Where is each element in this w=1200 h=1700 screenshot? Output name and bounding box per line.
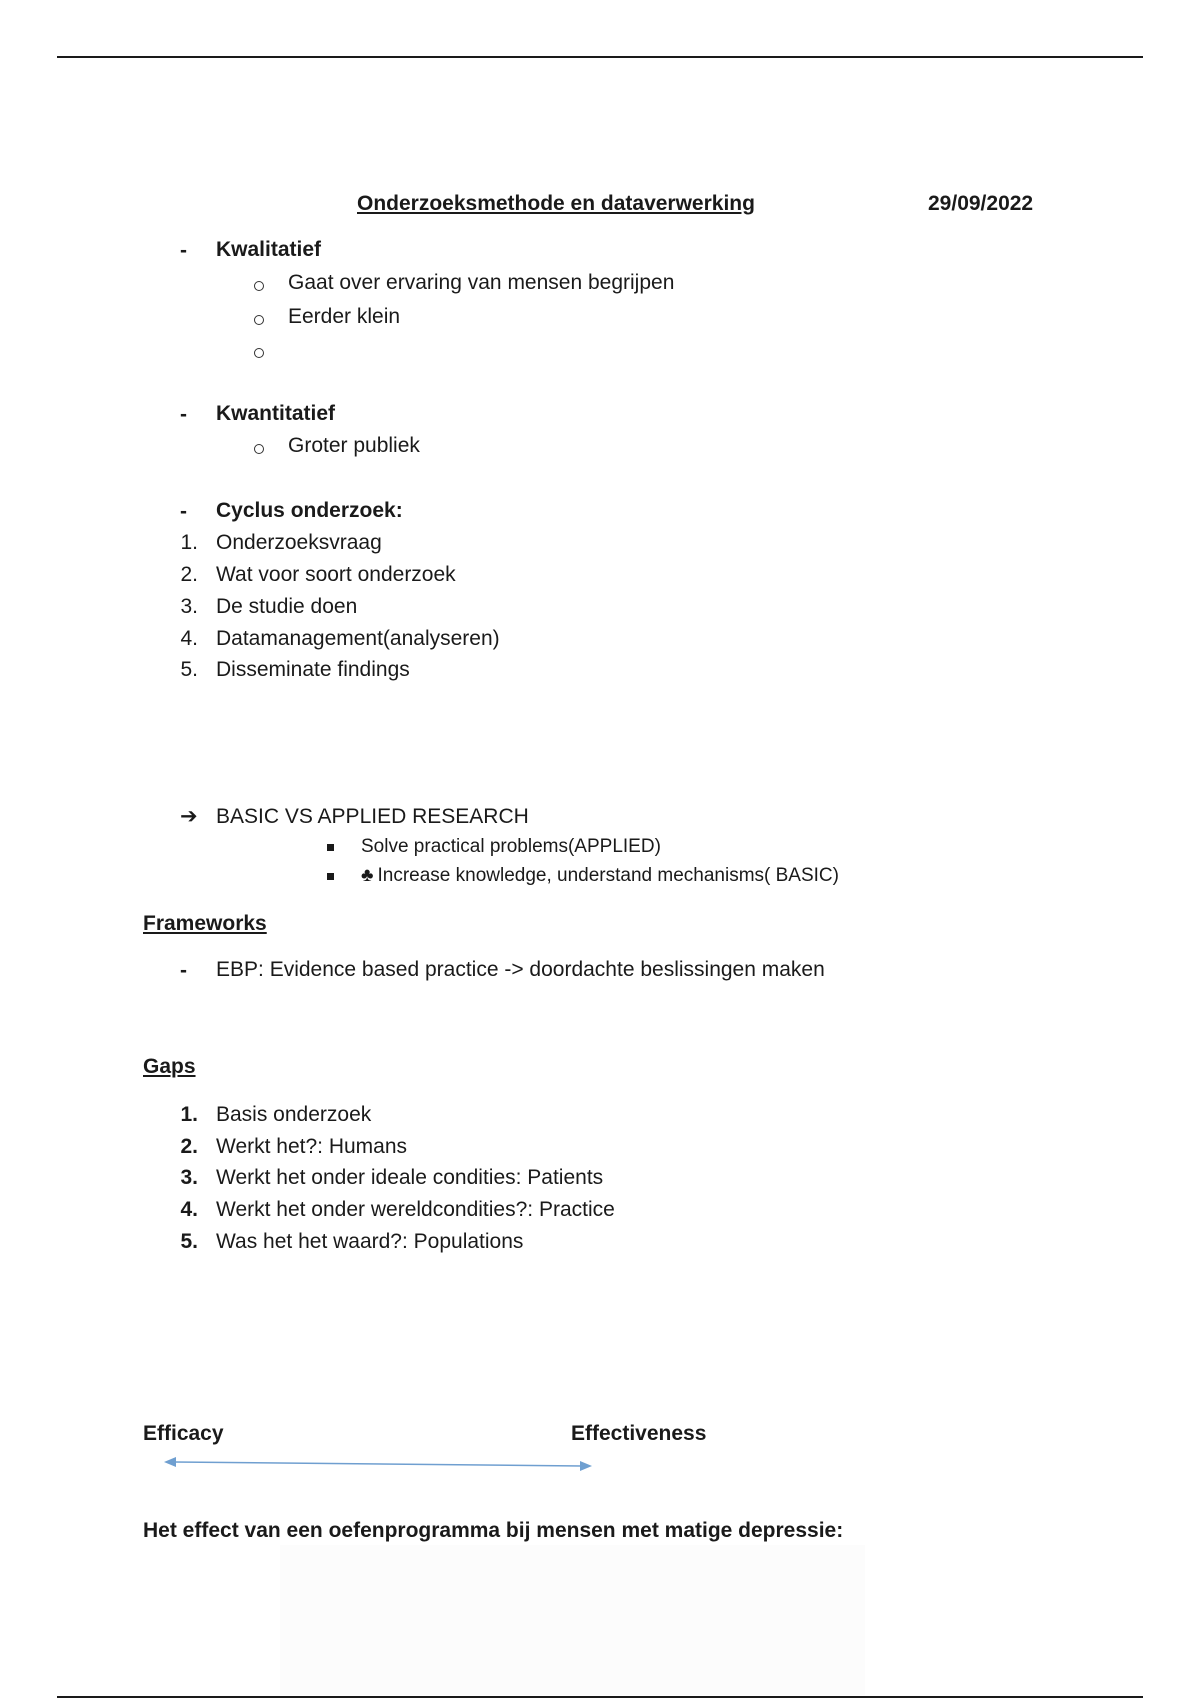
gaps-item: Werkt het onder wereldcondities?: Practice — [216, 1198, 615, 1221]
gaps-item: Basis onderzoek — [216, 1103, 372, 1126]
kwalitatief-item-1: Gaat over ervaring van mensen begrijpen — [288, 271, 675, 294]
research-heading: BASIC VS APPLIED RESEARCH — [216, 805, 529, 828]
frameworks-heading: Frameworks — [143, 912, 267, 935]
document-date: 29/09/2022 — [928, 192, 1034, 215]
research-item-text: Increase knowledge, understand mechanisms( BASIC) — [377, 865, 839, 886]
cyclus-step: De studie doen — [216, 595, 358, 618]
list-number: 1. — [180, 531, 198, 554]
cyclus-step: Datamanagement(analyseren) — [216, 627, 500, 650]
research-item-text: Solve practical problems(APPLIED) — [361, 836, 661, 857]
kwalitatief-label: Kwalitatief — [216, 238, 322, 261]
list-number: 4. — [180, 1198, 198, 1221]
cyclus-step: Wat voor soort onderzoek — [216, 563, 456, 586]
bullet-dash: - — [180, 500, 187, 523]
gaps-heading: Gaps — [143, 1055, 196, 1078]
research-item-basic — [361, 865, 839, 887]
closing-statement: Het effect van een oefenprogramma bij mensen met matige depressie: — [143, 1519, 844, 1542]
gaps-item: Was het het waard?: Populations — [216, 1230, 524, 1253]
gaps-item: Werkt het?: Humans — [216, 1135, 408, 1158]
top-rule — [57, 56, 1143, 58]
cyclus-step: Disseminate findings — [216, 658, 410, 681]
cyclus-step: Onderzoeksvraag — [216, 531, 382, 554]
circle-bullet-icon — [254, 348, 264, 358]
list-number: 2. — [180, 563, 198, 586]
club-icon: ♣ — [361, 865, 374, 886]
square-bullet-icon — [327, 873, 334, 880]
efficacy-label: Efficacy — [143, 1422, 224, 1445]
bullet-dash: - — [180, 239, 187, 262]
faint-table-area — [280, 1545, 865, 1695]
bullet-dash: - — [180, 959, 187, 982]
list-number: 5. — [180, 658, 198, 681]
double-arrow-line — [174, 1462, 582, 1466]
frameworks-item: EBP: Evidence based practice -> doordachte beslissingen maken — [216, 958, 825, 981]
kwantitatief-item-1: Groter publiek — [288, 434, 420, 457]
arrowhead-left — [164, 1457, 176, 1467]
square-bullet-icon — [327, 844, 334, 851]
bottom-rule — [57, 1696, 1143, 1698]
list-number: 5. — [180, 1230, 198, 1253]
arrowhead-right — [580, 1461, 592, 1471]
circle-bullet-icon — [254, 315, 264, 325]
kwantitatief-label: Kwantitatief — [216, 402, 336, 425]
list-number: 3. — [180, 1166, 198, 1189]
circle-bullet-icon — [254, 281, 264, 291]
kwalitatief-item-2: Eerder klein — [288, 305, 401, 328]
cyclus-label: Cyclus onderzoek: — [216, 499, 403, 522]
gaps-item: Werkt het onder ideale condities: Patients — [216, 1166, 604, 1189]
double-arrow-icon — [160, 1452, 596, 1478]
circle-bullet-icon — [254, 444, 264, 454]
list-number: 1. — [180, 1103, 198, 1126]
arrow-bullet-icon: ➔ — [180, 805, 198, 828]
list-number: 2. — [180, 1135, 198, 1158]
list-number: 3. — [180, 595, 198, 618]
research-item-applied — [361, 836, 661, 858]
bullet-dash: - — [180, 403, 187, 426]
list-number: 4. — [180, 627, 198, 650]
effectiveness-label: Effectiveness — [571, 1422, 707, 1445]
document-title: Onderzoeksmethode en dataverwerking — [357, 192, 755, 215]
